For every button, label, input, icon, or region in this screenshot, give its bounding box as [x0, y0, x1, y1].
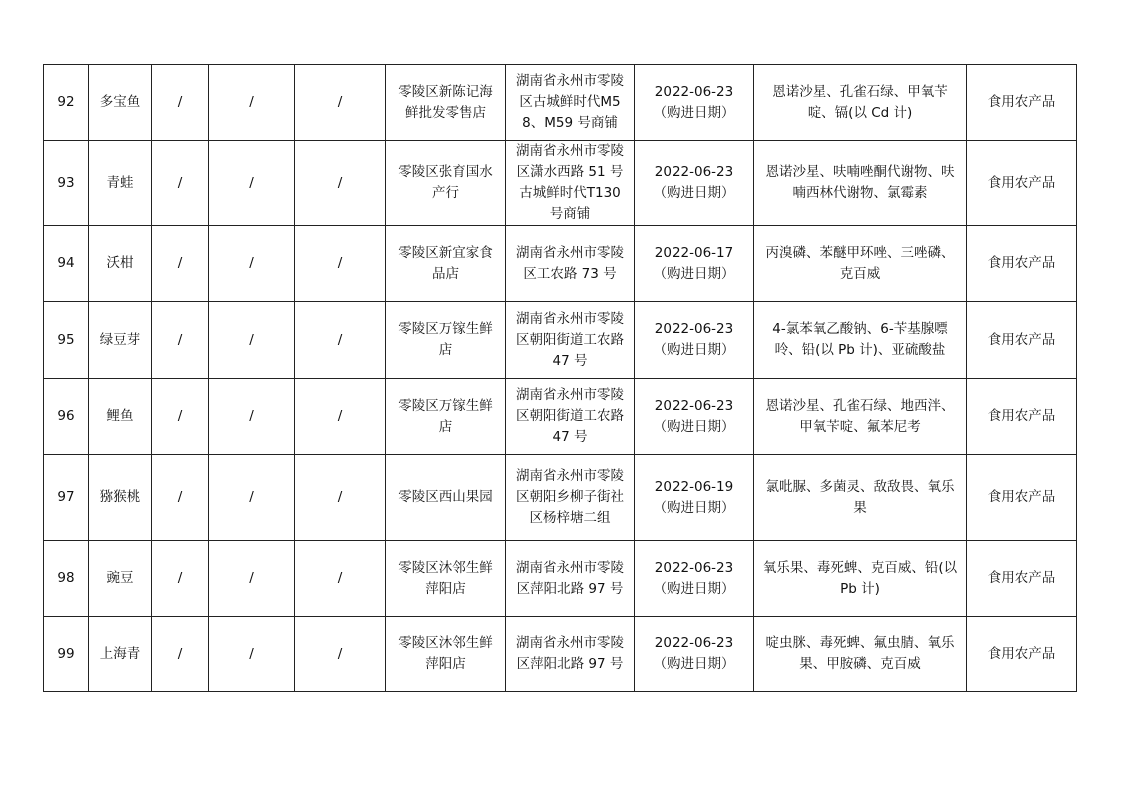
brand-cell: /: [209, 617, 295, 692]
product-name: 多宝鱼: [89, 65, 152, 141]
spec-cell: /: [152, 617, 209, 692]
date-cell: [635, 302, 754, 379]
date-note: （购进日期）: [653, 265, 735, 282]
table-row: [44, 617, 1077, 692]
purchase-date: 2022-06-23: [654, 635, 734, 651]
date-note: （购进日期）: [653, 580, 735, 597]
table-row: [44, 226, 1077, 302]
test-items: 丙溴磷、苯醚甲环唑、三唑磷、克百威: [754, 226, 967, 302]
store-name: 零陵区西山果园: [386, 455, 506, 541]
store-address: 湖南省永州市零陵区萍阳北路 97 号: [506, 617, 635, 692]
brand-cell: /: [209, 226, 295, 302]
row-number: 98: [44, 541, 89, 617]
test-items: 恩诺沙星、孔雀石绿、地西泮、甲氧苄啶、氟苯尼考: [754, 379, 967, 455]
date-cell: [635, 226, 754, 302]
store-address: 湖南省永州市零陵区朝阳街道工农路 47 号: [506, 379, 635, 455]
purchase-date: 2022-06-23: [654, 397, 734, 414]
date-cell: [635, 65, 754, 141]
manufacturer-cell: /: [295, 226, 386, 302]
purchase-date: 2022-06-23: [654, 164, 734, 180]
spec-cell: /: [152, 226, 209, 302]
sampling-results-table: [43, 64, 1077, 692]
table-row: [44, 541, 1077, 617]
date-note: （购进日期）: [653, 499, 735, 516]
product-name: 上海青: [89, 617, 152, 692]
manufacturer-cell: /: [295, 455, 386, 541]
brand-cell: /: [209, 455, 295, 541]
brand-cell: /: [209, 379, 295, 455]
manufacturer-cell: /: [295, 141, 386, 226]
spec-cell: /: [152, 141, 209, 226]
product-name: 豌豆: [89, 541, 152, 617]
purchase-date: 2022-06-17: [654, 244, 734, 261]
row-number: 96: [44, 379, 89, 455]
purchase-date: 2022-06-23: [654, 559, 734, 576]
spec-cell: /: [152, 541, 209, 617]
manufacturer-cell: /: [295, 617, 386, 692]
row-number: 94: [44, 226, 89, 302]
spec-cell: /: [152, 379, 209, 455]
food-category: 食用农产品: [967, 617, 1077, 692]
product-name: 鲤鱼: [89, 379, 152, 455]
row-number: 92: [44, 65, 89, 141]
date-note: （购进日期）: [653, 656, 735, 672]
product-name: 沃柑: [89, 226, 152, 302]
food-category: 食用农产品: [967, 541, 1077, 617]
store-name: 零陵区新陈记海鲜批发零售店: [386, 65, 506, 141]
table-row: [44, 379, 1077, 455]
date-note: （购进日期）: [653, 185, 735, 201]
store-name: 零陵区新宜家食品店: [386, 226, 506, 302]
food-category: 食用农产品: [967, 455, 1077, 541]
store-name: 零陵区万镓生鲜店: [386, 302, 506, 379]
row-number: 95: [44, 302, 89, 379]
table-row: [44, 141, 1077, 226]
manufacturer-cell: /: [295, 302, 386, 379]
food-category: 食用农产品: [967, 226, 1077, 302]
manufacturer-cell: /: [295, 379, 386, 455]
manufacturer-cell: /: [295, 541, 386, 617]
store-name: 零陵区沐邻生鲜萍阳店: [386, 617, 506, 692]
food-category: 食用农产品: [967, 141, 1077, 226]
product-name: 猕猴桃: [89, 455, 152, 541]
store-address: 湖南省永州市零陵区工农路 73 号: [506, 226, 635, 302]
store-address: 湖南省永州市零陵区萍阳北路 97 号: [506, 541, 635, 617]
test-items: 氯吡脲、多菌灵、敌敌畏、氧乐果: [754, 455, 967, 541]
purchase-date: 2022-06-19: [654, 478, 734, 495]
food-category: 食用农产品: [967, 65, 1077, 141]
brand-cell: /: [209, 141, 295, 226]
food-category: 食用农产品: [967, 302, 1077, 379]
date-note: （购进日期）: [653, 342, 735, 358]
spec-cell: /: [152, 65, 209, 141]
date-cell: [635, 455, 754, 541]
row-number: 97: [44, 455, 89, 541]
spec-cell: /: [152, 455, 209, 541]
table-row: [44, 455, 1077, 541]
test-items: 恩诺沙星、呋喃唑酮代谢物、呋喃西林代谢物、氯霉素: [754, 141, 967, 226]
store-name: 零陵区万镓生鲜店: [386, 379, 506, 455]
store-address: 湖南省永州市零陵区朝阳乡柳子街社区杨梓塘二组: [506, 455, 635, 541]
food-category: 食用农产品: [967, 379, 1077, 455]
date-cell: [635, 541, 754, 617]
date-note: （购进日期）: [653, 418, 735, 435]
date-note: （购进日期）: [653, 104, 735, 121]
spec-cell: /: [152, 302, 209, 379]
store-address: 湖南省永州市零陵区潇水西路 51 号古城鲜时代T130 号商铺: [506, 141, 635, 226]
store-address: 湖南省永州市零陵区古城鲜时代M58、M59 号商铺: [506, 65, 635, 141]
brand-cell: /: [209, 65, 295, 141]
row-number: 93: [44, 141, 89, 226]
product-name: 绿豆芽: [89, 302, 152, 379]
row-number: 99: [44, 617, 89, 692]
product-name: 青蛙: [89, 141, 152, 226]
store-address: 湖南省永州市零陵区朝阳街道工农路 47 号: [506, 302, 635, 379]
manufacturer-cell: /: [295, 65, 386, 141]
test-items: 氧乐果、毒死蜱、克百威、铅(以 Pb 计): [754, 541, 967, 617]
date-cell: [635, 379, 754, 455]
test-items: 4-氯苯氧乙酸钠、6-苄基腺嘌呤、铅(以 Pb 计)、亚硫酸盐: [754, 302, 967, 379]
brand-cell: /: [209, 302, 295, 379]
store-name: 零陵区沐邻生鲜萍阳店: [386, 541, 506, 617]
purchase-date: 2022-06-23: [654, 321, 734, 337]
date-cell: [635, 141, 754, 226]
table-row: [44, 65, 1077, 141]
date-cell: [635, 617, 754, 692]
table-row: [44, 302, 1077, 379]
test-items: 啶虫脒、毒死蜱、氟虫腈、氧乐果、甲胺磷、克百威: [754, 617, 967, 692]
brand-cell: /: [209, 541, 295, 617]
purchase-date: 2022-06-23: [654, 83, 734, 100]
store-name: 零陵区张育国水产行: [386, 141, 506, 226]
test-items: 恩诺沙星、孔雀石绿、甲氧苄啶、镉(以 Cd 计): [754, 65, 967, 141]
